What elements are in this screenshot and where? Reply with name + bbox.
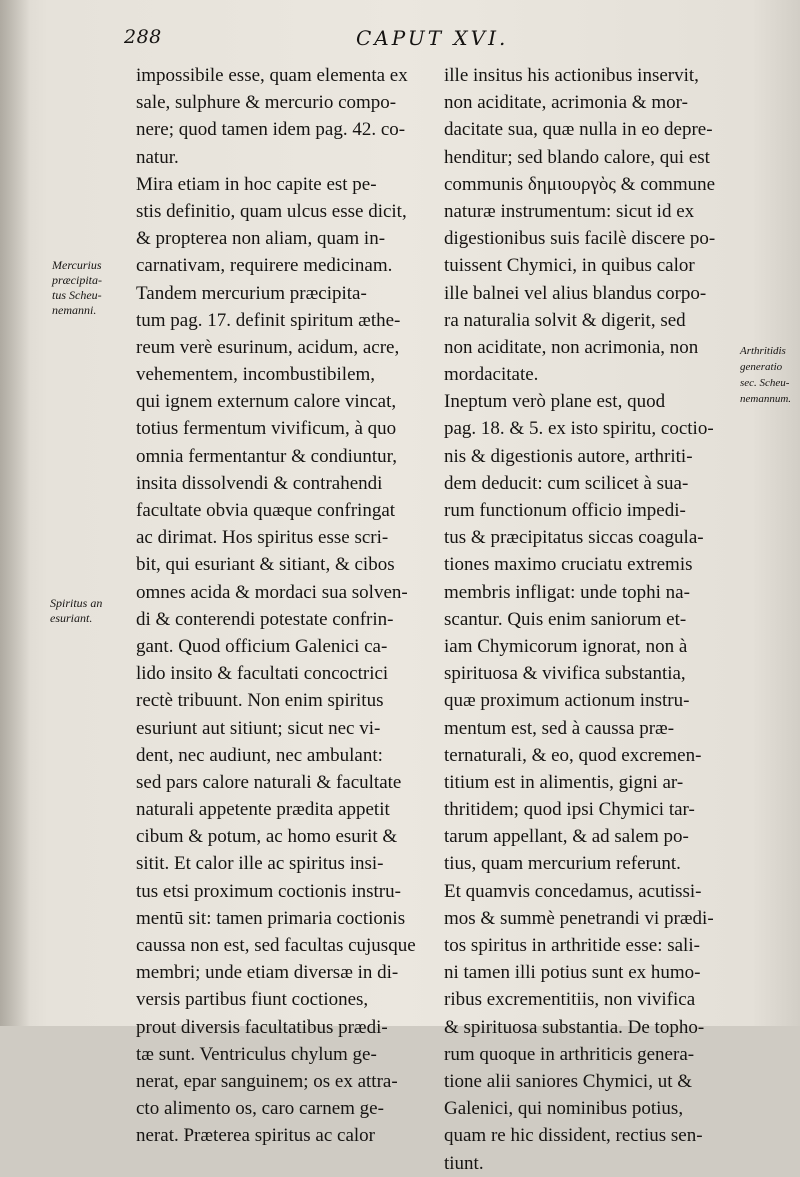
text-line: ternaturali, & eo, quod excremen- [444,744,702,766]
text-line: dacitate sua, quæ nulla in eo depre- [444,119,713,141]
text-line: facultate obvia quæque confringat [136,500,396,521]
text-line: dent, nec audiunt, nec ambulant: [136,744,383,766]
text-line: tiunt. [444,1152,484,1174]
margin-note-line: nemannum. [740,393,792,405]
text-line: versis partibus fiunt coctiones, [136,989,369,1011]
text-line: membris infligat: unde tophi na- [444,581,690,603]
text-line: ac dirimat. Hos spiritus esse scri- [136,527,389,549]
text-line: thritidem; quod ipsi Chymici tar- [444,799,695,821]
text-line: impossibile esse, quam elementa ex [136,65,408,86]
text-line: membri; unde etiam diversæ in di- [136,962,399,984]
text-line: quæ proximum actionum instru- [444,690,690,712]
text-line: dem deducit: cum scilicet à sua- [444,472,689,494]
text-line: naturali appetente prædita appetit [136,799,390,821]
left-text-column [136,62,432,1150]
text-line: ille insitus his actionibus inservit, [444,65,699,86]
margin-note-line: sec. Scheu- [740,377,790,389]
text-line: ribus excrementitiis, non vivifica [444,989,696,1011]
text-line: carnativam, requirere medicinam. [136,255,393,277]
margin-note-line: Arthritidis [740,345,786,357]
text-line: tiones maximo cruciatu extremis [444,554,693,576]
text-line: mos & summè penetrandi vi prædi- [444,907,714,929]
text-line: mentum est, sed à caussa præ- [444,717,675,739]
text-line: pag. 18. & 5. ex isto spiritu, coctio- [444,418,714,440]
text-line: nis & digestionis autore, arthriti- [444,445,693,467]
page-header [0,8,800,48]
text-line: mentū sit: tamen primaria coctionis [136,907,406,929]
text-line: nerat, epar sanguinem; os ex attra- [136,1070,398,1092]
margin-note-mercurius [52,258,134,318]
text-line: lido insito & facultati concoctrici [136,663,389,685]
text-line: tæ sunt. Ventriculus chylum ge- [136,1043,377,1065]
text-line: di & conterendi potestate confrin- [136,608,394,630]
text-line: cto alimento os, caro carnem ge- [136,1098,384,1120]
text-line: totius fermentum vivificum, à quo [136,418,397,440]
text-line: naturæ instrumentum: sicut id ex [444,200,695,222]
text-line: rum functionum officio impedi- [444,500,686,521]
text-line: Galenici, qui nominibus potius, [444,1098,684,1120]
binding-shadow [0,0,30,1026]
text-line: sed pars calore naturali & facultate [136,771,402,793]
text-line: & propterea non aliam, quam in- [136,228,386,250]
text-line: sale, sulphure & mercurio compo- [136,92,397,114]
text-line: & spirituosa substantia. De topho- [444,1016,705,1038]
text-line: insita dissolvendi & contrahendi [136,472,383,494]
text-line: digestionibus suis facilè discere po- [444,228,716,250]
text-line: tuissent Chymici, in quibus calor [444,255,695,277]
text-line: communis δημιουργὸς & commune [444,173,716,195]
margin-note-arthritidis [740,343,800,407]
text-line: henditur; sed blando calore, qui est [444,146,710,168]
text-line: omnia fermentantur & condiuntur, [136,445,397,467]
text-line: omnes acida & mordaci sua solven- [136,581,408,603]
text-line: spirituosa & vivifica substantia, [444,663,686,685]
text-line: tum pag. 17. definit spiritum æthe- [136,309,401,331]
text-line: non aciditate, non acrimonia, non [444,336,699,358]
text-line: iam Chymicorum ignorat, non à [444,635,688,657]
text-line: titium est in alimentis, gigni ar- [444,771,684,793]
margin-note-line: nemanni. [52,303,97,317]
text-line: tarum appellant, & ad salem po- [444,826,689,848]
text-line: scantur. Quis enim saniorum et- [444,608,687,630]
text-line: non aciditate, acrimonia & mor- [444,92,688,114]
text-line: caussa non est, sed facultas cujusque [136,935,416,956]
text-line: stis definitio, quam ulcus esse dicit, [136,200,407,222]
text-line: sitit. Et calor ille ac spiritus insi- [136,853,384,875]
text-line: tione alii saniores Chymici, ut & [444,1070,693,1092]
text-line: mordacitate. [444,364,539,386]
text-line: cibum & potum, ac homo esurit & [136,826,398,848]
text-line: ni tamen illi potius sunt ex humo- [444,962,701,984]
text-line: nerat. Præterea spiritus ac calor [136,1125,375,1147]
text-line: Ineptum verò plane est, quod [444,391,666,413]
text-line: nere; quod tamen idem pag. 42. co- [136,119,406,141]
text-line: tius, quam mercurium referunt. [444,853,681,875]
margin-note-line: Mercurius [52,258,102,272]
text-line: ille balnei vel alius blandus corpo- [444,282,707,304]
text-line: rum quoque in arthriticis genera- [444,1043,695,1065]
margin-note-line: generatio [740,361,783,373]
margin-note-spiritus [50,596,134,626]
margin-note-line: præcipita- [52,273,102,287]
text-line: qui ignem externum calore vincat, [136,391,397,413]
running-title: CAPUT XVI. [356,26,509,50]
page-number: 288 [124,26,162,48]
text-line: gant. Quod officium Galenici ca- [136,635,388,657]
text-line: ra naturalia solvit & digerit, sed [444,309,686,331]
text-line: Tandem mercurium præcipita- [136,282,367,304]
text-line: vehementem, incombustibilem, [136,364,376,386]
text-line: Et quamvis concedamus, acutissi- [444,880,702,902]
text-line: esuriunt aut sitiunt; sicut nec vi- [136,717,381,739]
text-line: natur. [136,146,179,168]
text-line: tos spiritus in arthritide esse: sali- [444,935,700,956]
text-line: bit, qui esuriant & sitiant, & cibos [136,554,395,576]
text-line: quam re hic dissident, rectius sen- [444,1125,703,1147]
margin-note-line: esuriant. [50,611,93,625]
text-line: rectè tribuunt. Non enim spiritus [136,690,384,712]
margin-note-line: Spiritus an [50,596,103,610]
text-line: tus & præcipitatus siccas coagula- [444,527,704,549]
text-line: prout diversis facultatibus prædi- [136,1016,388,1038]
text-line: tus etsi proximum coctionis instru- [136,880,401,902]
right-text-column [444,62,740,1177]
text-line: Mira etiam in hoc capite est pe- [136,173,377,195]
text-line: reum verè esurinum, acidum, acre, [136,336,400,358]
margin-note-line: tus Scheu- [52,288,102,302]
